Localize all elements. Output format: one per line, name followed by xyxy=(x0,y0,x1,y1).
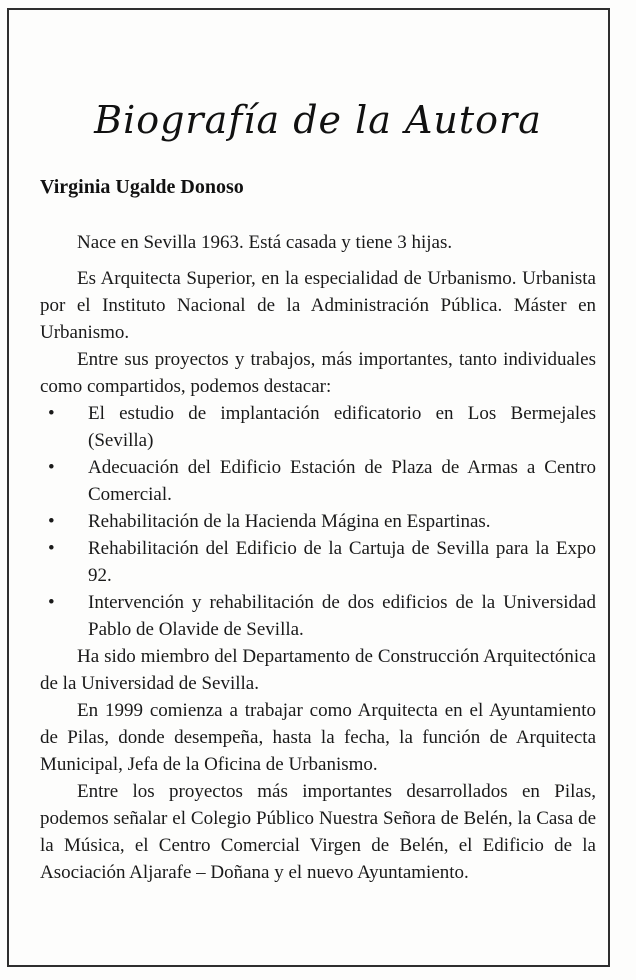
paragraph-birth: Nace en Sevilla 1963. Está casada y tiene 3 hijas. xyxy=(77,232,453,253)
list-item xyxy=(40,508,596,535)
list-item xyxy=(40,535,596,589)
bullet-icon: • xyxy=(48,538,55,559)
author-name: Virginia Ugalde Donoso xyxy=(40,176,244,198)
bullet-icon: • xyxy=(48,592,55,613)
list-item-text: Intervención y rehabilitación de dos edificios de la Universidad Pablo de Olavide de Sevilla. xyxy=(88,592,596,640)
list-item-text: El estudio de implantación edificatorio en Los Bermejales (Sevilla) xyxy=(88,403,596,451)
paragraph-career: En 1999 comienza a trabajar como Arquitecta en el Ayuntamiento de Pilas, donde desempeña, hasta la fecha, la función de Arquitecta Municipal, Jefa de la Oficina de Urbanismo. xyxy=(40,700,596,775)
list-item xyxy=(40,589,596,643)
bullet-icon: • xyxy=(48,457,55,478)
list-item-text: Rehabilitación del Edificio de la Cartuja de Sevilla para la Expo 92. xyxy=(88,538,596,586)
paragraph-membership: Ha sido miembro del Departamento de Construcción Arquitectónica de la Universidad de Sevilla. xyxy=(40,646,596,694)
paragraph-projects-intro: Entre sus proyectos y trabajos, más importantes, tanto individuales como compartidos, podemos destacar: xyxy=(40,349,596,397)
list-item-text: Rehabilitación de la Hacienda Mágina en Espartinas. xyxy=(88,511,491,532)
paragraph-education: Es Arquitecta Superior, en la especialidad de Urbanismo. Urbanista por el Instituto Nacional de la Administración Pública. Máster en Urbanismo. xyxy=(40,268,596,343)
page-border-frame xyxy=(7,8,610,967)
list-item xyxy=(40,400,596,454)
list-item-text: Adecuación del Edificio Estación de Plaza de Armas a Centro Comercial. xyxy=(88,457,596,505)
bullet-icon: • xyxy=(48,511,55,532)
projects-list xyxy=(40,400,596,643)
list-item xyxy=(40,454,596,508)
bullet-icon: • xyxy=(48,403,55,424)
paragraph-pilas-projects: Entre los proyectos más importantes desarrollados en Pilas, podemos señalar el Colegio Público Nuestra Señora de Belén, la Casa de la Música, el Centro Comercial Virgen de Belén, el Edificio de la Asociación Aljarafe – Doñana y el nuevo Ayuntamiento. xyxy=(40,781,596,883)
page-title: Biografía de la Autora xyxy=(94,98,542,142)
